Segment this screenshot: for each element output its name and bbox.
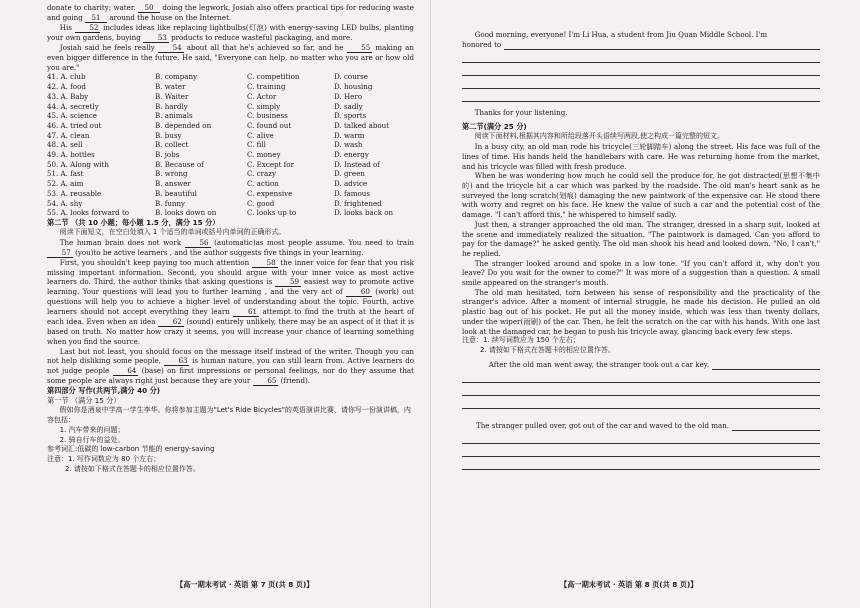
option-choice: 46. A. tried out (47, 120, 102, 130)
text: (work) out questions will help you to achieve a higher level of understanding about the topic. Fourth, active learners should not accept everything they learn (47, 287, 414, 317)
text: donate to charity; water. (47, 3, 136, 12)
blank-51: 51 (85, 14, 107, 23)
text: (you)to be active learners , and the author suggests five things in your learning. (75, 247, 364, 257)
text: First, you shouldn't keep paying too much attention (59, 257, 250, 267)
option-choice: C. alive (247, 130, 274, 140)
blank-61: 61 (233, 308, 259, 317)
option-choice: D. looks back on (334, 208, 394, 218)
text: easiest way to promote active learning. Your questions will lead you to further learning , and the very act of (47, 277, 414, 297)
text: around the house on the Internet. (109, 13, 232, 22)
option-choice: 55. A. looks forward to (47, 208, 130, 218)
option-choice: B. busy (155, 130, 182, 140)
option-choice: 48. A. sell (47, 140, 83, 150)
option-row (47, 102, 414, 112)
text: products to reduce wasteful packaging, and more. (171, 33, 353, 42)
option-row (47, 150, 414, 160)
writing-task-point-2: 2. 骑自行车的益处。 (59, 435, 125, 444)
prompt-1 (462, 360, 820, 370)
option-choice: B. company (155, 72, 198, 82)
text: doing the legwork, Josiah also offers practical tips for reducing waste and going (47, 3, 414, 22)
option-choice: 43. A. Baby (47, 91, 89, 101)
option-choice: B. hardly (155, 101, 188, 111)
blank-56: 56 (185, 239, 211, 248)
option-row (47, 92, 414, 102)
option-choice: C. Actor (247, 91, 277, 101)
text: (sound) entirely unlikely, there may be an aspect of it that it is based on truth. No matter how crazy it seems, you will increase your chance of learning something when you find the source. (47, 317, 414, 346)
grammar-para-3 (47, 347, 414, 387)
story-para-3: Just then, a stranger approached the old man. The stranger, dressed in a sharp suit, looked at the scene and immediately realized the situation. "The paintwork is damaged. Can you afford to pay for the damage?" he asked gently. The old man shook his head and looked down. "No, I can't," he replied. (462, 219, 820, 258)
option-choice: C. Except for (247, 159, 294, 169)
page-footer-right: 【高一期末考试 · 英语 第 8 页(共 8 页)】 (560, 580, 698, 589)
answer-line[interactable] (462, 63, 820, 76)
page-8 (430, 0, 860, 608)
option-choice: D. wash (334, 140, 363, 150)
text: The human brain does not work (59, 237, 182, 247)
option-row (47, 72, 414, 82)
option-choice: B. jobs (155, 150, 180, 160)
answer-line[interactable] (462, 457, 820, 470)
section-2-instructions: 阅读下面短文，在空白处填入 1 个适当的单词或括号内单词的正确形式。 (59, 227, 286, 236)
option-row (47, 189, 414, 199)
note-1: 注意：1. 写作词数应为 80 个左右； (47, 455, 161, 464)
blank-59: 59 (275, 278, 301, 287)
options-table (47, 72, 414, 218)
option-choice: 49. A. bottles (47, 150, 95, 160)
blank-55: 55 (347, 44, 373, 53)
option-choice: D. famous (334, 188, 371, 198)
option-choice: 42. A. food (47, 82, 86, 92)
story-para-2: When he was wondering how much he could sell the produce for, he got distracted(思想不集中的) and the tricycle hit a car which was parked by the roadside. The old man's heart sank as he surveyed the long scratch(划痕) damaging the new paintwork of the expensive car. He stood there with worry and regret on his face. He knew the value of such a car and the potential cost of the damage. "I can't afford this," he whispered to himself sadly. (462, 171, 820, 220)
option-choice: D. sports (334, 111, 367, 121)
option-choice: B. Waiter (155, 91, 189, 101)
option-choice: D. energy (334, 150, 369, 160)
note-2: 2. 请按如下格式在答题卡的相应位置作答。 (65, 465, 200, 474)
answer-line[interactable] (462, 431, 820, 444)
text: includes ideas like replacing lightbulbs(灯泡) with energy-saving LED bulbs, planting your own gardens, buying (47, 23, 414, 42)
text: (friend). (280, 376, 311, 386)
note-1: 注意：1. 续写词数应为 150 个左右； (462, 336, 580, 345)
answer-line[interactable] (462, 396, 820, 409)
story-para-4: The stranger looked around and spoke in a low tone. "If you can't afford it, why don't you leave? Do you wait for the owner to come?" It was more of a suggestion than a question. A small smile appeared on the stranger's mouth. (462, 258, 820, 288)
option-choice: 44. A. secretly (47, 101, 99, 111)
text: honored to (462, 39, 502, 49)
answer-line[interactable] (462, 76, 820, 89)
writing-task-point-1: 1. 汽车带来的问题； (59, 425, 125, 434)
text: attempt to find the truth at the heart of each idea. Even when an idea (47, 307, 414, 327)
text: After the old man went away, the stranger took out a car key. (488, 359, 710, 369)
answer-line[interactable] (712, 361, 820, 370)
blank-62: 62 (158, 318, 184, 327)
option-choice: C. money (247, 150, 281, 160)
text: is human nature, you can still learn from. Active learners do not judge people (47, 356, 415, 376)
option-choice: C. fill (247, 140, 266, 150)
option-choice: D. talked about (334, 120, 390, 130)
option-choice: D. Hero (334, 91, 362, 101)
option-choice: B. water (155, 82, 186, 92)
option-choice: C. looks up to (247, 208, 297, 218)
option-choice: B. animals (155, 111, 193, 121)
section-2-title: 第二节 （共 10 小题；每小题 1.5 分，满分 15 分） (47, 217, 220, 227)
option-choice: C. training (247, 82, 286, 92)
continuation-section-title: 第二节(满分 25 分) (462, 122, 527, 132)
story-para-1: In a busy city, an old man rode his tricycle(三轮脚踏车) along the street. His face was full of the lines of time. His hands held the handlebars with care. He was returning home from the market, and his tricycle was filled with fresh produce. (462, 142, 820, 171)
option-choice: D. advice (334, 179, 368, 189)
option-choice: C. found out (247, 120, 292, 130)
answer-line[interactable] (462, 370, 820, 383)
answer-line[interactable] (732, 422, 820, 431)
answer-line[interactable] (462, 89, 820, 102)
text: His (59, 23, 72, 32)
speech-closing: Thanks for your listening. (474, 107, 568, 117)
grammar-para-2 (47, 258, 414, 347)
cloze-para-1 (47, 3, 414, 23)
option-choice: B. looks down on (155, 208, 217, 218)
option-row (47, 208, 414, 218)
option-row (47, 199, 414, 209)
blank-60: 60 (346, 288, 372, 297)
option-choice: B. Because of (155, 159, 204, 169)
prompt-2 (462, 421, 820, 431)
option-row (47, 111, 414, 121)
option-choice: B. funny (155, 198, 186, 208)
option-choice: C. good (247, 198, 275, 208)
answer-line[interactable] (462, 383, 820, 396)
option-choice: C. expensive (247, 188, 293, 198)
option-choice: D. sadly (334, 101, 363, 111)
blank-52: 52 (75, 24, 101, 33)
option-choice: D. housing (334, 82, 373, 92)
option-choice: D. frightened (334, 198, 382, 208)
vocabulary-hint: 参考词汇:低碳的 low-carbon 节能的 energy-saving (47, 445, 215, 454)
option-choice: 50. A. Along with (47, 159, 109, 169)
option-choice: B. depended on (155, 120, 212, 130)
note-2: 2. 请按如下格式在答题卡的相应位置作答。 (480, 346, 615, 355)
option-choice: C. business (247, 111, 288, 121)
speech-opening: Good morning, everyone! I'm Li Hua, a student from Jiu Quan Middle School. I'm (474, 30, 768, 39)
option-choice: B. beautiful (155, 188, 197, 198)
option-choice: 45. A. science (47, 111, 97, 121)
option-choice: B. answer (155, 179, 191, 189)
blank-53: 53 (143, 34, 169, 43)
option-choice: C. simply (247, 101, 281, 111)
option-row (47, 140, 414, 150)
grammar-para-1 (47, 238, 414, 258)
option-choice: 47. A. clean (47, 130, 90, 140)
option-choice: B. wrong (155, 169, 188, 179)
text: Josiah said he feels really (59, 43, 155, 52)
option-choice: 52. A. aim (47, 179, 84, 189)
option-row (47, 121, 414, 131)
speech-line-2 (462, 40, 820, 50)
blank-65: 65 (253, 377, 279, 386)
text: the inner voice for fear that you risk missing important information. Second, you should argue with your inner voice as most active learners do. Third, the author thinks that asking questions is (47, 257, 414, 287)
blank-54: 54 (158, 44, 184, 53)
cloze-para-3 (47, 43, 414, 72)
option-choice: 51. A. fast (47, 169, 84, 179)
part-4-section-1: 第一节 （满分 15 分） (47, 396, 121, 406)
continuation-instructions: 阅读下面材料,根据其内容和所给段落开头语续写两段,使之构成一篇完整的短文。 (474, 132, 725, 141)
option-choice: C. crazy (247, 169, 277, 179)
option-row (47, 82, 414, 92)
option-choice: 41. A. club (47, 72, 86, 82)
story-para-5: The old man hesitated, torn between his sense of responsibility and the practicality of the stranger's advice. After a moment of internal struggle, he made his decision. He pulled an old plastic bag out of his pocket. He put all the money inside, which was less than twenty dollars, under the wiper(雨刷) of the car. Then, he felt the scratch on the car with his hands. With one last look at the damaged car, he began to push his tricycle away, glancing back every few steps. (462, 287, 820, 336)
answer-line[interactable] (462, 50, 820, 63)
option-choice: C. competition (247, 72, 300, 82)
option-row (47, 179, 414, 189)
option-choice: 53. A. reusable (47, 188, 102, 198)
option-choice: 54. A. shy (47, 198, 83, 208)
option-row (47, 169, 414, 179)
text: The stranger pulled over, got out of the car and waved to the old man. (476, 420, 730, 430)
writing-task-1: 假如你是酒泉中学高一学生李华。你将参加主题为"Let's Ride Bicycles"的英语演讲比赛，请你写一份演讲稿，内容包括： (47, 406, 411, 425)
passage-cloze-end (47, 3, 414, 72)
text: (base) on first impressions or personal feelings, nor do they assume that some people are always right just because they are your (47, 366, 414, 386)
option-choice: D. warm (334, 130, 365, 140)
answer-line[interactable] (462, 444, 820, 457)
cloze-para-2 (47, 23, 414, 43)
text: Last but not least, you should focus on the message itself instead of the writer. Though you can not help disliking some people, (47, 346, 414, 366)
blank-57: 57 (47, 249, 73, 258)
blank-63: 63 (164, 357, 190, 366)
part-4-title: 第四部分 写作(共两节,满分 40 分) (47, 386, 161, 396)
blank-58: 58 (252, 259, 278, 268)
option-row (47, 160, 414, 170)
text: making an even bigger difference in the future. He said, "Everyone can help, no matter who you are or how old you are." (47, 43, 414, 72)
option-choice: D. course (334, 72, 368, 82)
option-choice: D. green (334, 169, 365, 179)
page-footer-left: 【高一期末考试 · 英语 第 7 页(共 8 页)】 (176, 580, 314, 589)
option-choice: B. collect (155, 140, 189, 150)
option-choice: D. Instead of (334, 159, 380, 169)
option-row (47, 131, 414, 141)
text: (automatic)as most people assume. You need to train (214, 237, 415, 247)
text: about all that he's achieved so far, and he (186, 43, 344, 52)
blank-64: 64 (113, 367, 139, 376)
option-choice: C. action (247, 179, 279, 189)
answer-line[interactable] (504, 41, 820, 50)
blank-50: 50 (138, 4, 160, 13)
